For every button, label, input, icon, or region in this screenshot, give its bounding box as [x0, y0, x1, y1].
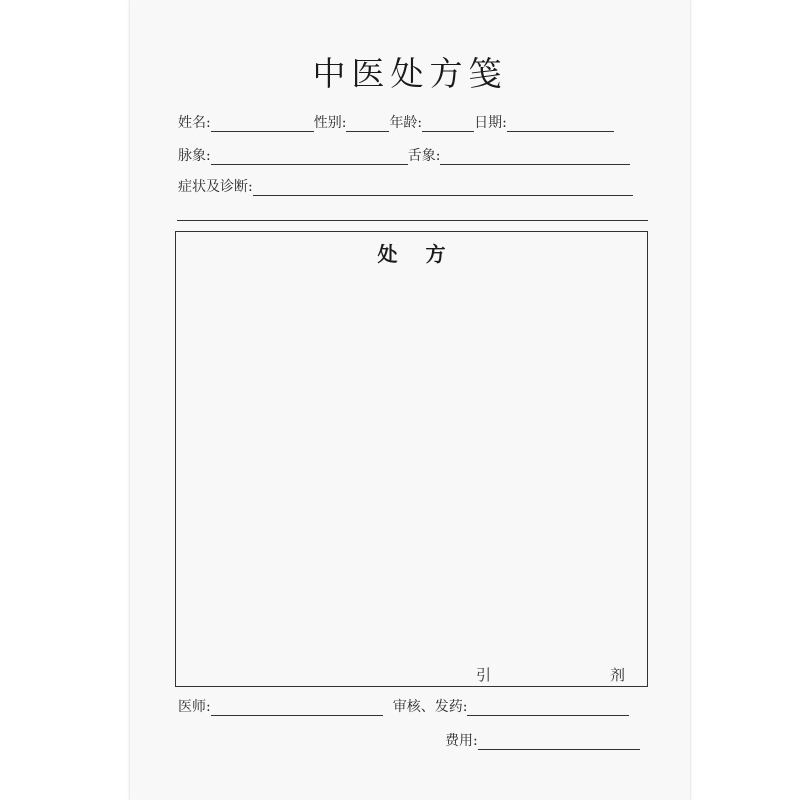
page-title: 中医处方笺 — [312, 54, 508, 93]
review-dispense-field[interactable] — [467, 699, 629, 716]
name-field[interactable] — [211, 115, 314, 132]
fee-field[interactable] — [478, 733, 640, 750]
date-label: 日期: — [474, 115, 507, 131]
dose-count-label: 剂 — [610, 666, 626, 684]
prescription-box[interactable] — [175, 231, 648, 687]
symptoms-label: 症状及诊断: — [178, 179, 253, 195]
age-label: 年龄: — [389, 115, 423, 131]
pulse-field[interactable] — [211, 148, 408, 165]
review-dispense-label: 审核、发药: — [392, 699, 468, 715]
pulse-label: 脉象: — [178, 148, 211, 164]
symptoms-row — [178, 174, 633, 196]
doctor-field[interactable] — [211, 699, 383, 716]
name-label: 姓名: — [178, 115, 211, 131]
guide-label: 引 — [476, 666, 492, 684]
tongue-label: 舌象: — [407, 148, 441, 164]
gender-label: 性别: — [313, 115, 347, 131]
patient-info-row — [178, 110, 614, 132]
prescription-sheet — [130, 0, 690, 800]
fee-row — [445, 728, 640, 750]
exam-row — [178, 143, 630, 165]
prescription-heading: 处方 — [377, 242, 474, 266]
gender-field[interactable] — [346, 115, 389, 132]
doctor-label: 医师: — [178, 699, 211, 715]
age-field[interactable] — [422, 115, 474, 132]
symptoms-field[interactable] — [253, 179, 633, 196]
fee-label: 费用: — [445, 733, 478, 749]
symptoms-continuation-line[interactable] — [177, 220, 648, 221]
date-field[interactable] — [507, 115, 614, 132]
tongue-field[interactable] — [440, 148, 630, 165]
signature-row — [178, 694, 629, 716]
